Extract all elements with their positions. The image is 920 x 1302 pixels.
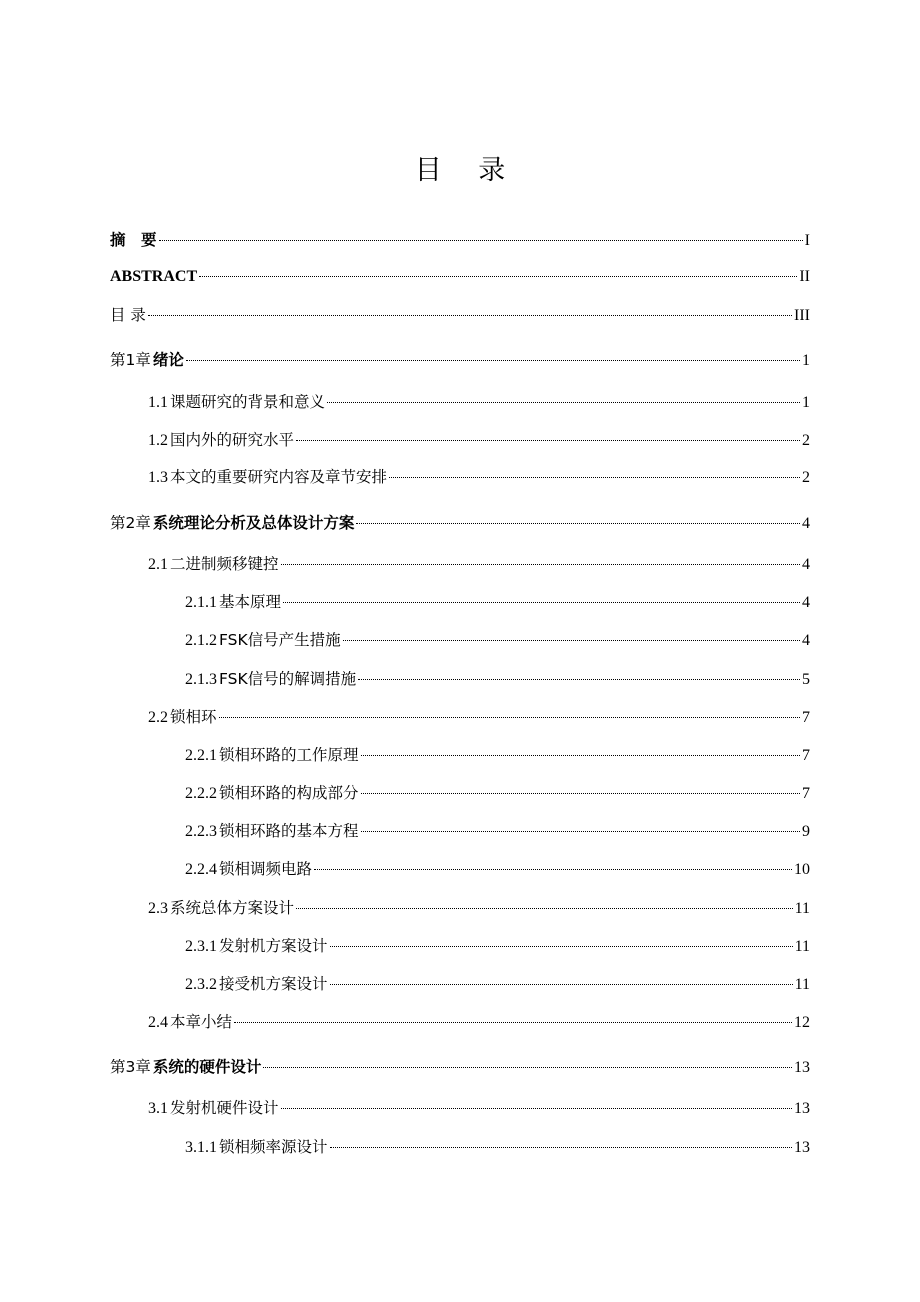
toc-entry-title: 系统总体方案设计 [170,899,295,917]
toc-entry-page: III [794,307,810,324]
dot-leader [358,679,800,680]
toc-entry-2-3-1[interactable] [185,935,810,957]
toc-entry-title: 摘 要 [110,231,157,249]
toc-entry-chapter-3[interactable] [110,1056,810,1078]
toc-entry-number: 2.2 [148,709,168,726]
toc-entry-3-1-1[interactable] [185,1136,810,1158]
toc-entry-page: 5 [802,671,810,688]
toc-entry-page: 1 [802,352,810,369]
dot-leader [330,984,793,985]
toc-entry-2-1[interactable] [148,553,810,575]
toc-entry-number: 2.1.1 [185,594,217,611]
toc-entry-title: 发射机方案设计 [219,937,328,955]
toc-entry-1-3[interactable] [148,466,810,488]
dot-leader [281,1108,792,1109]
toc-entry-abstract-cn[interactable] [110,229,810,251]
toc-entry-title: 发射机硬件设计 [170,1099,279,1117]
toc-entry-number: 2.1.2 [185,632,217,649]
dot-leader [296,908,793,909]
toc-entry-number: 2.4 [148,1014,168,1031]
toc-entry-page: 2 [802,432,810,449]
toc-entry-page: 11 [794,938,810,955]
toc-entry-page: 11 [794,900,810,917]
dot-leader [199,276,797,277]
dot-leader [361,793,800,794]
toc-entry-title: 锁相环 [170,708,217,726]
toc-entry-2-1-1[interactable] [185,591,810,613]
toc-entry-title: 锁相环路的工作原理 [219,746,359,764]
toc-entry-contents[interactable] [110,304,810,326]
toc-entry-page: 13 [794,1139,810,1156]
toc-entry-page: 10 [794,861,810,878]
toc-entry-title: ABSTRACT [110,268,198,285]
dot-leader [281,564,800,565]
toc-entry-2-3[interactable] [148,897,810,919]
toc-entry-number: 2.1.3 [185,671,217,688]
toc-entry-2-4[interactable] [148,1011,810,1033]
toc-entry-title: 基本原理 [219,593,282,611]
toc-entry-title: 锁相环路的基本方程 [219,822,359,840]
toc-entry-3-1[interactable] [148,1097,810,1119]
toc-entry-title: FSK信号的解调措施 [219,670,357,688]
toc-entry-2-1-2[interactable] [185,629,810,651]
toc-entry-page: 12 [794,1014,810,1031]
dot-leader [343,640,800,641]
dot-leader [296,440,800,441]
toc-entry-chapter-1[interactable] [110,349,810,371]
toc-entry-number: 2.2.4 [185,861,217,878]
toc-entry-title: 本章小结 [170,1013,233,1031]
toc-entry-number: 2.2.3 [185,823,217,840]
toc-entry-number: 第1章 [110,351,151,369]
dot-leader [314,869,792,870]
toc-entry-title: 接受机方案设计 [219,975,328,993]
toc-entry-number: 2.2.1 [185,747,217,764]
toc-entry-page: 4 [802,632,810,649]
toc-entry-title: 系统理论分析及总体设计方案 [152,514,355,532]
toc-entry-title: 锁相频率源设计 [219,1138,328,1156]
toc-entry-page: 1 [802,394,810,411]
dot-leader [356,523,800,524]
dot-leader [148,315,792,316]
toc-entry-page: 9 [802,823,810,840]
toc-entry-page: 2 [802,469,810,486]
dot-leader [361,831,800,832]
toc-entry-number: 3.1 [148,1100,168,1117]
toc-entry-number: 2.1 [148,556,168,573]
toc-entry-title: 目 录 [110,306,146,324]
toc-entry-number: 第3章 [110,1058,151,1076]
dot-leader [263,1067,792,1068]
page-title: 目 录 [414,155,520,186]
toc-entry-number: 第2章 [110,514,151,532]
toc-entry-1-1[interactable] [148,391,810,413]
dot-leader [283,602,800,603]
toc-entry-title: 国内外的研究水平 [170,431,295,449]
dot-leader [330,946,793,947]
toc-entry-number: 1.1 [148,394,168,411]
toc-entry-page: I [804,232,810,249]
toc-entry-title: 系统的硬件设计 [152,1058,262,1076]
toc-entry-page: 4 [802,594,810,611]
toc-entry-abstract-en[interactable] [110,266,810,288]
dot-leader [234,1022,792,1023]
dot-leader [330,1147,792,1148]
dot-leader [389,477,800,478]
dot-leader [159,240,803,241]
toc-entry-page: II [799,268,810,285]
toc-entry-title: 锁相环路的构成部分 [219,784,359,802]
dot-leader [327,402,800,403]
toc-entry-chapter-2[interactable] [110,512,810,534]
toc-entry-2-1-3[interactable] [185,668,810,690]
toc-entry-number: 2.2.2 [185,785,217,802]
toc-entry-title: 绪论 [152,351,184,369]
dot-leader [219,717,800,718]
toc-entry-number: 1.3 [148,469,168,486]
toc-entry-page: 7 [802,709,810,726]
toc-entry-number: 3.1.1 [185,1139,217,1156]
toc-entry-1-2[interactable] [148,429,810,451]
toc-entry-page: 13 [794,1059,810,1076]
toc-entry-number: 2.3.2 [185,976,217,993]
toc-entry-page: 13 [794,1100,810,1117]
dot-leader [186,360,800,361]
toc-entry-2-2[interactable] [148,706,810,728]
toc-entry-page: 11 [794,976,810,993]
toc-entry-title: FSK信号产生措施 [219,631,341,649]
toc-entry-2-3-2[interactable] [185,973,810,995]
toc-entry-title: 课题研究的背景和意义 [170,393,326,411]
toc-entry-page: 7 [802,747,810,764]
toc-entry-page: 7 [802,785,810,802]
toc-entry-page: 4 [802,515,810,532]
toc-entry-number: 1.2 [148,432,168,449]
toc-entry-2-2-2[interactable] [185,782,810,804]
toc-entry-2-2-4[interactable] [185,858,810,880]
toc-entry-number: 2.3 [148,900,168,917]
dot-leader [361,755,800,756]
toc-entry-page: 4 [802,556,810,573]
toc-entry-number: 2.3.1 [185,938,217,955]
toc-entry-2-2-3[interactable] [185,820,810,842]
toc-entry-title: 二进制频移键控 [170,555,279,573]
toc-entry-2-2-1[interactable] [185,744,810,766]
toc-entry-title: 本文的重要研究内容及章节安排 [170,468,388,486]
toc-entry-title: 锁相调频电路 [219,860,313,878]
